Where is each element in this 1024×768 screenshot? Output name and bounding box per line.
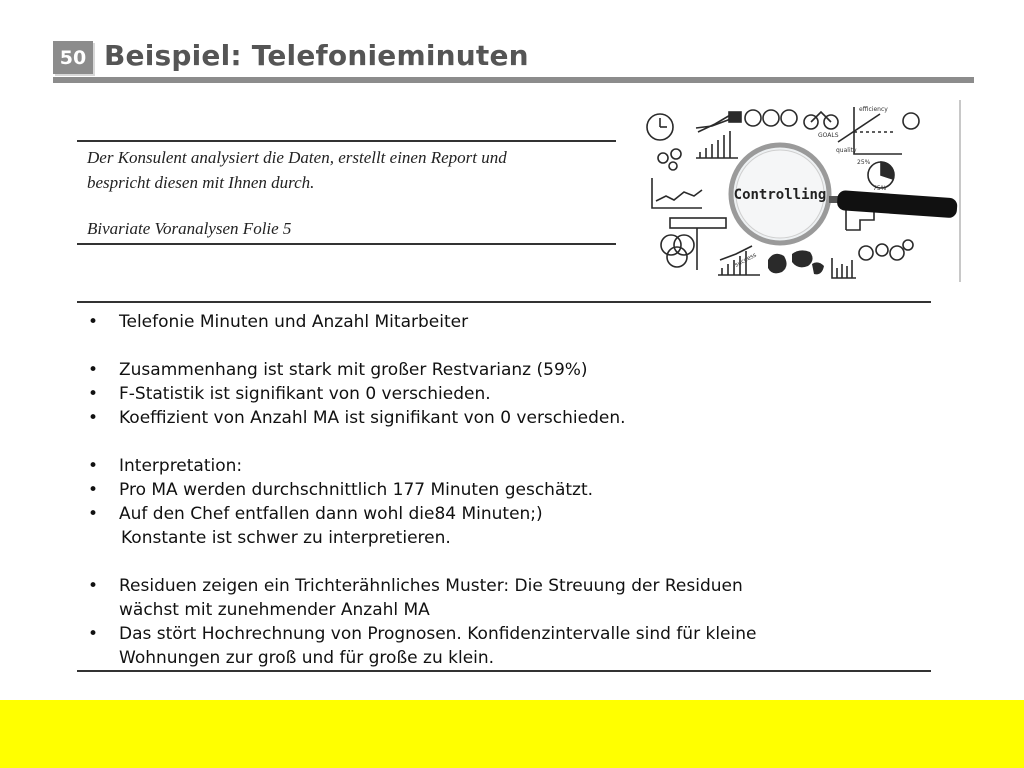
growth-arrow-icon [696,112,741,128]
controlling-word: Controlling [733,187,827,203]
bullet-marker: • [88,312,99,332]
label-success: success [733,251,758,269]
bullet-marker: • [88,384,99,404]
venn-diagram-icon [661,235,694,267]
label-goals: GOALS [818,132,839,139]
gears-icon [658,149,681,170]
note-line-3: Bivariate Voranalysen Folie 5 [87,219,292,238]
bullet-text: Koeffizient von Anzahl MA ist signifikant von 0 verschieden. [119,408,626,428]
slide-number: 50 [53,41,93,74]
bullet-marker: • [88,504,99,524]
continuation-line: Wohnungen zur groß und für große zu klein. [119,648,495,668]
small-bar-chart-icon [832,258,856,278]
label-efficiency: efficiency [859,106,888,113]
label-75pct: 75% [873,185,887,192]
world-map-icon [768,250,824,274]
continuation-line: Konstante ist schwer zu interpretieren. [121,528,451,548]
content-bottom-rule [77,670,931,672]
slide-title: Beispiel: Telefonieminuten [104,39,529,72]
label-25pct: 25% [857,159,871,166]
bullet-text: Das stört Hochrechnung von Prognosen. Konfidenzintervalle sind für kleine [119,624,757,644]
note-line-1: Der Konsulent analysiert die Daten, erstellt einen Report und [87,148,507,167]
line-chart-icon [652,178,702,208]
bullet-marker: • [88,624,99,644]
bullet-text: Zusammenhang ist stark mit großer Restvarianz (59%) [119,360,588,380]
pie-chart-icon [868,113,919,188]
emoji-icons [745,110,797,126]
content-top-rule [77,301,931,303]
controlling-doodles [640,100,962,286]
gears-bottom-icon [859,240,913,260]
document-chart-icon [670,218,726,270]
controlling-illustration [640,100,962,286]
bullet-text: Auf den Chef entfallen dann wohl die84 Minuten;) [119,504,543,524]
bullet-text: Telefonie Minuten und Anzahl Mitarbeiter [119,312,469,332]
bullet-marker: • [88,456,99,476]
clock-icon [647,114,673,140]
bullet-text: Interpretation: [119,456,243,476]
image-border [959,100,961,282]
bullet-marker: • [88,360,99,380]
bullet-marker: • [88,408,99,428]
footer-band [0,700,1024,768]
title-underline [53,77,974,83]
bullet-text: Residuen zeigen ein Trichterähnliches Muster: Die Streuung der Residuen [119,576,743,596]
label-quality: quality [836,147,857,154]
bullet-marker: • [88,576,99,596]
bicycle-icon [804,112,838,129]
continuation-line: wächst mit zunehmender Anzahl MA [119,600,430,620]
bullet-marker: • [88,480,99,500]
bullet-text: Pro MA werden durchschnittlich 177 Minuten geschätzt. [119,480,594,500]
note-line-2: bespricht diesen mit Ihnen durch. [87,173,315,192]
bullet-text: F-Statistik ist signifikant von 0 verschieden. [119,384,491,404]
consultant-note [77,140,616,245]
